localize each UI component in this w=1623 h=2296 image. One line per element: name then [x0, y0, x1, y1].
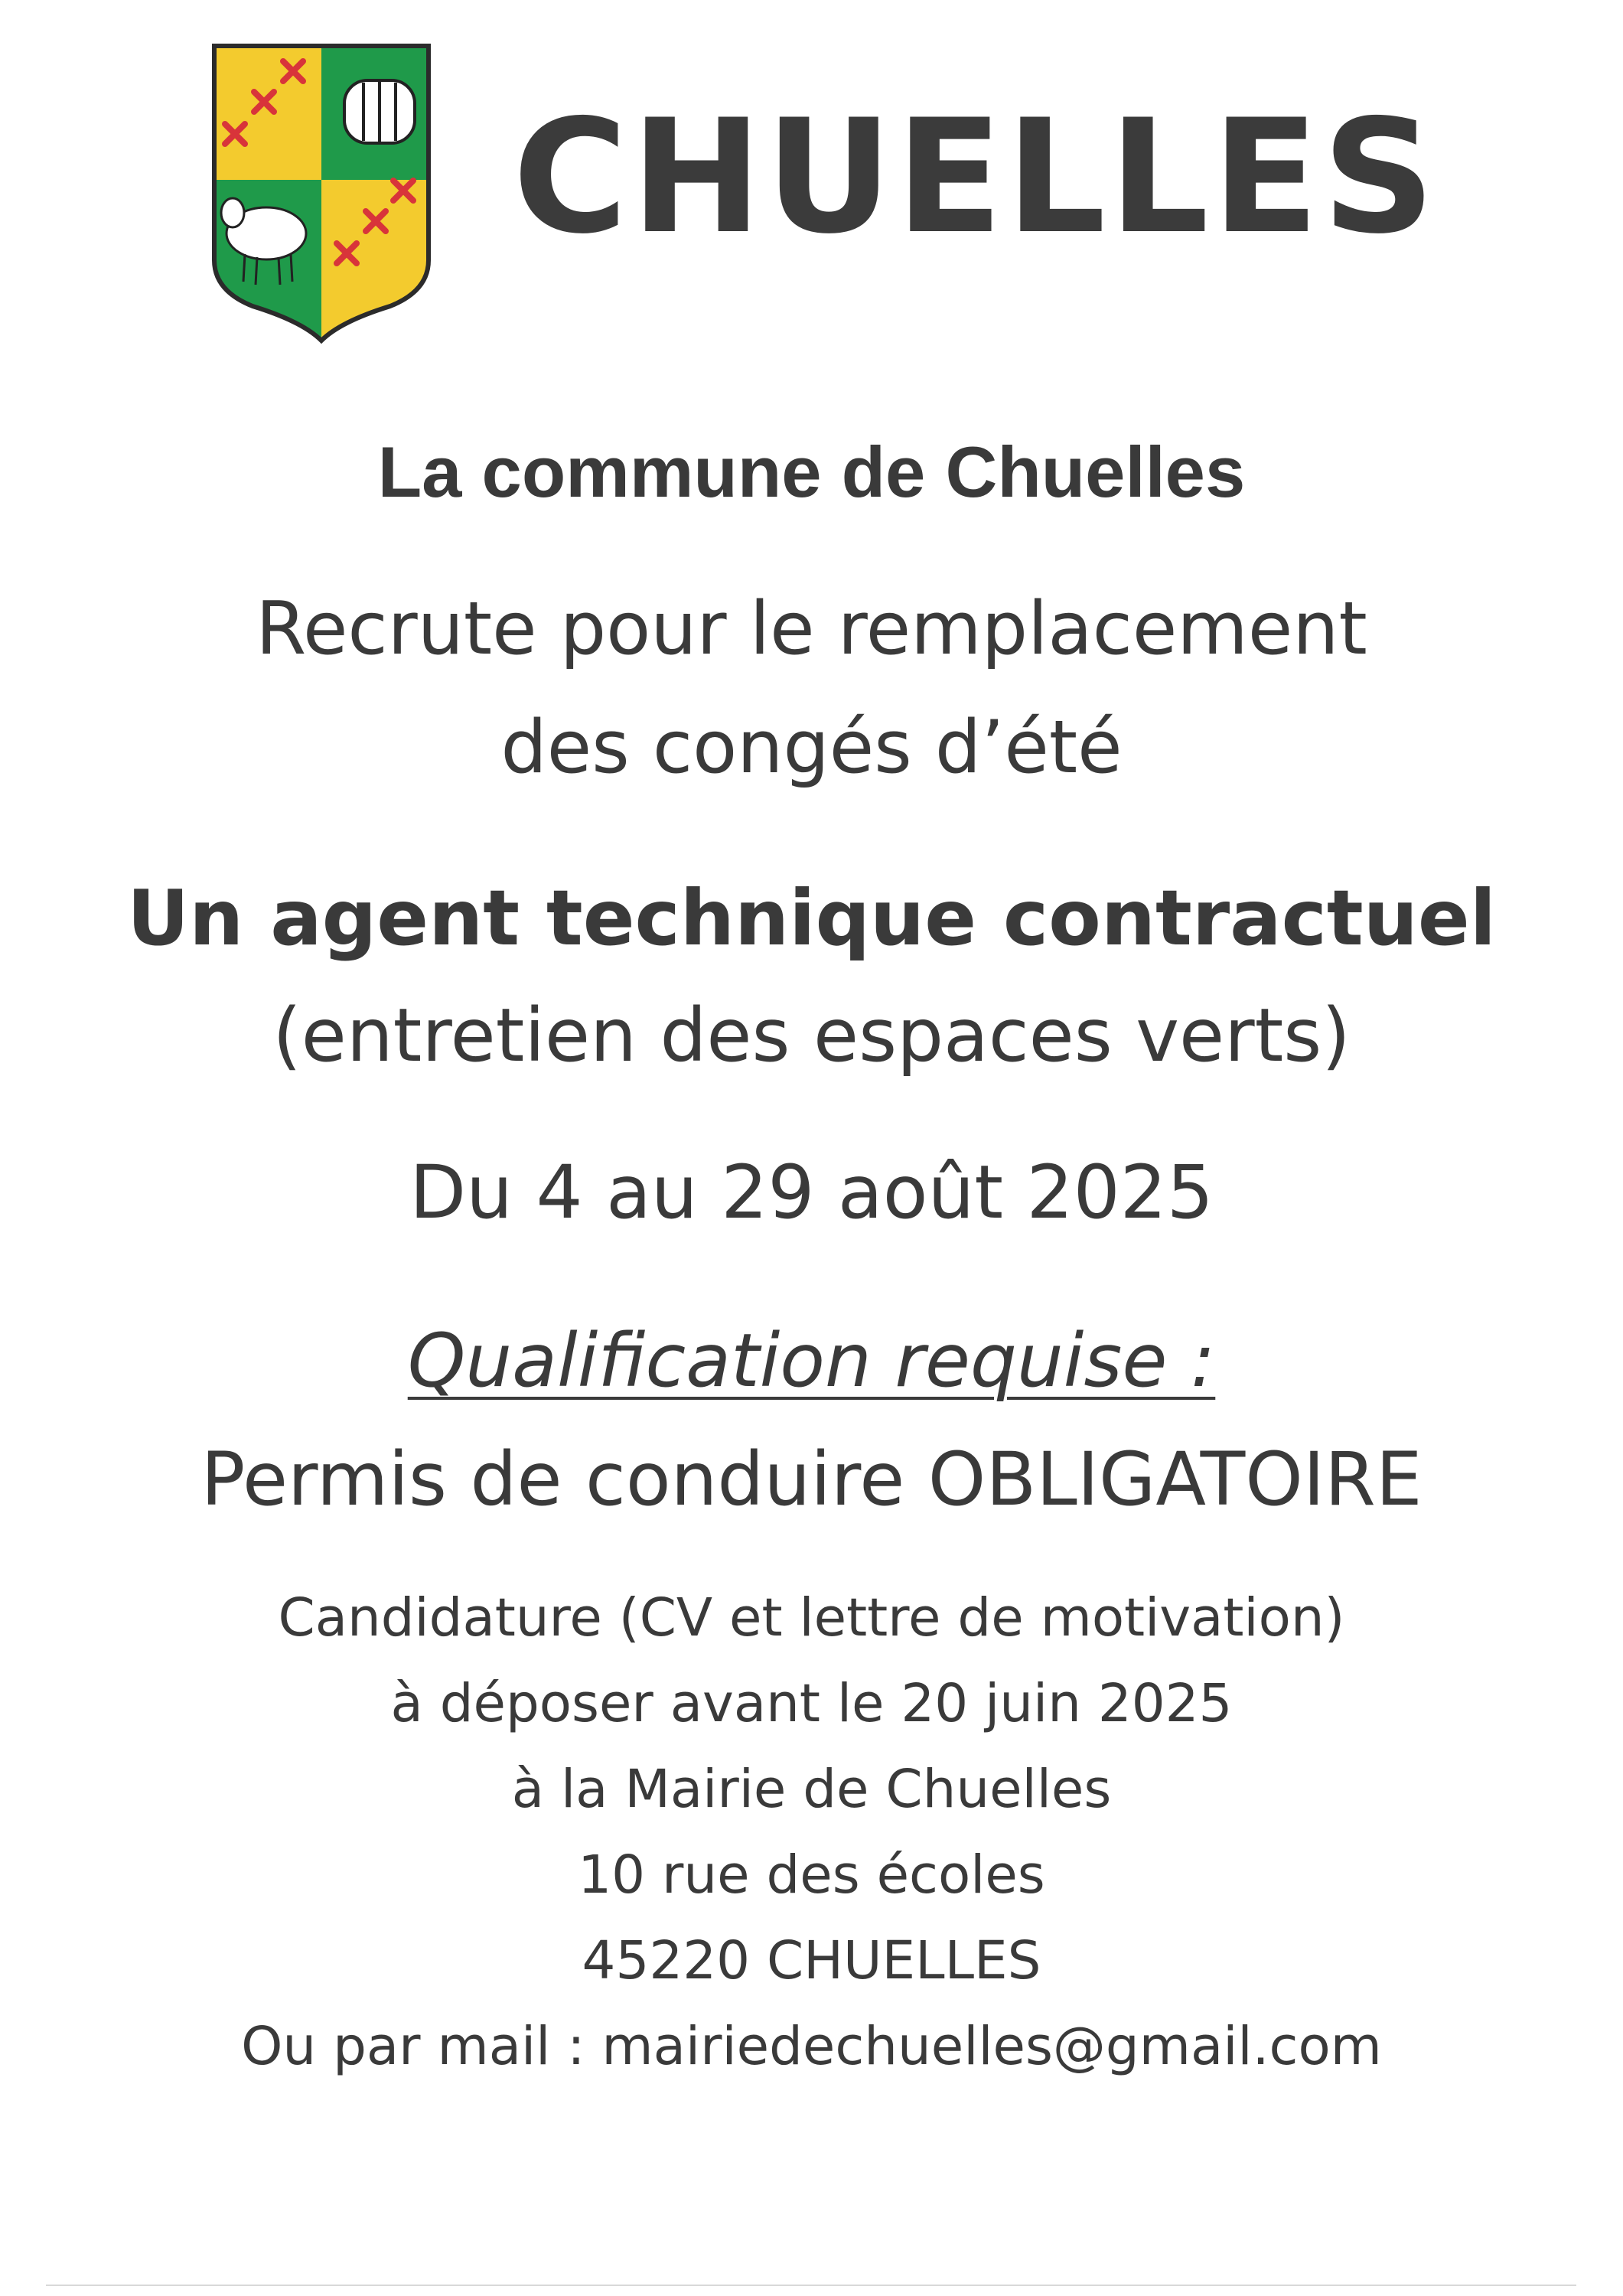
town-name: CHUELLES [513, 86, 1439, 269]
poster-header [207, 38, 1507, 344]
application-line: à déposer avant le 20 juin 2025 [390, 1673, 1233, 1734]
application-address-street: 10 rue des écoles [578, 1844, 1045, 1906]
application-line: Candidature (CV et lettre de motivation) [278, 1587, 1345, 1649]
qualification-detail: Permis de conduire OBLIGATOIRE [200, 1437, 1423, 1522]
position-detail: (entretien des espaces verts) [272, 993, 1351, 1078]
coat-of-arms-icon [207, 38, 436, 344]
application-address-city: 45220 CHUELLES [582, 1930, 1041, 1991]
employment-dates: Du 4 au 29 août 2025 [409, 1150, 1214, 1235]
recruit-line-2: des congés d’été [500, 706, 1123, 790]
recruit-line-1: Recrute pour le remplacement [256, 587, 1367, 671]
page-edge-line [46, 2285, 1576, 2286]
commune-line: La commune de Chuelles [377, 432, 1246, 512]
qualification-heading-row [0, 1318, 1623, 1404]
application-line: à la Mairie de Chuelles [511, 1759, 1112, 1820]
application-email-line: Ou par mail : mairiedechuelles@gmail.com [241, 2016, 1382, 2077]
qualification-heading: Qualification requise : [407, 1318, 1216, 1404]
position-title: Un agent technique contractuel [126, 873, 1496, 963]
